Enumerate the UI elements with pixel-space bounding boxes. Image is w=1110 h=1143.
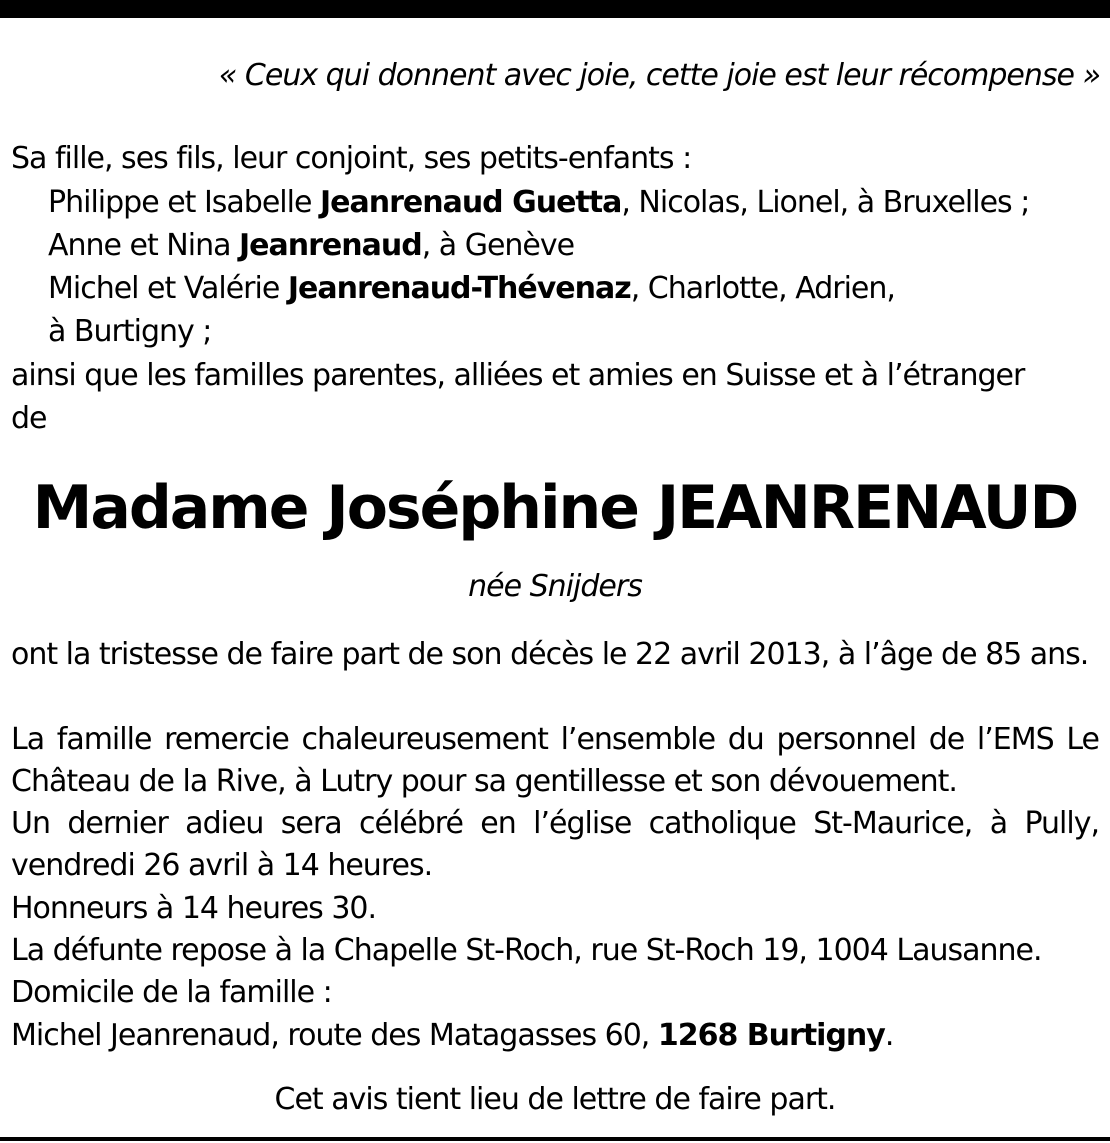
surname: Jeanrenaud: [239, 228, 422, 263]
family-row-burtigny: à Burtigny ;: [48, 314, 212, 349]
epigraph-quote: « Ceux qui donnent avec joie, cette joie est leur récompense »: [218, 58, 1100, 93]
maiden-name: née Snijders: [468, 569, 642, 604]
thanks-paragraph: La famille remercie chaleureusement l’ensemble du personnel de l’EMS Le Château de la Rive, à Lutry pour sa gentillesse et son dévouement.: [11, 722, 1099, 800]
footer-note: Cet avis tient lieu de lettre de faire part.: [274, 1082, 836, 1117]
rest-line: La défunte repose à la Chapelle St-Roch, rue St-Roch 19, 1004 Lausanne.: [11, 933, 1042, 968]
bottom-rule: [0, 1137, 1110, 1141]
family-address: Michel Jeanrenaud, route des Matagasses 60, 1268 Burtigny.: [11, 1018, 894, 1053]
surname: Jeanrenaud-Thévenaz: [287, 271, 631, 306]
family-intro: Sa fille, ses fils, leur conjoint, ses petits-enfants :: [11, 141, 692, 176]
top-rule: [0, 0, 1110, 18]
death-notice: ont la tristesse de faire part de son décès le 22 avril 2013, à l’âge de 85 ans.: [11, 637, 1089, 672]
deceased-name: Madame Joséphine JEANRENAUD: [32, 473, 1078, 543]
honors-line: Honneurs à 14 heures 30.: [11, 891, 377, 926]
family-row-philippe: Philippe et Isabelle Jeanrenaud Guetta, Nicolas, Lionel, à Bruxelles ;: [48, 185, 1030, 220]
address-postcode-town: 1268 Burtigny: [657, 1018, 885, 1053]
family-row-anne: Anne et Nina Jeanrenaud, à Genève: [48, 228, 575, 263]
domicile-label: Domicile de la famille :: [11, 975, 332, 1010]
surname: Jeanrenaud Guetta: [319, 185, 622, 220]
ceremony-paragraph: Un dernier adieu sera célébré en l’église catholique St-Maurice, à Pully, vendredi 26 avril à 14 heures.: [11, 806, 1099, 884]
family-others: ainsi que les familles parentes, alliées et amies en Suisse et à l’étranger: [11, 358, 1025, 393]
family-row-michel: Michel et Valérie Jeanrenaud-Thévenaz, Charlotte, Adrien,: [48, 271, 895, 306]
family-de: de: [11, 401, 47, 436]
